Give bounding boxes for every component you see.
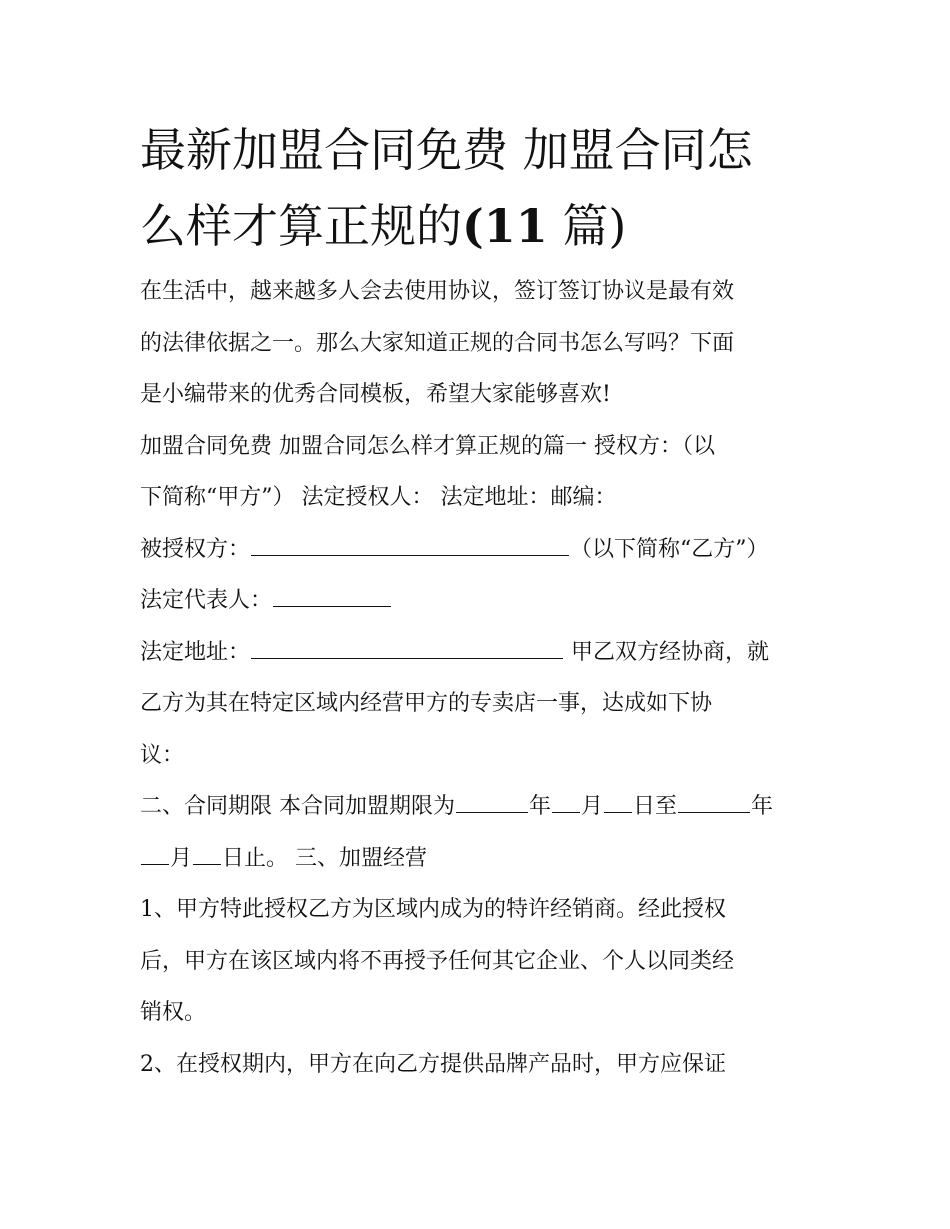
title-line-2-prefix: 么样才算正规的 [140,199,462,253]
term-day-to: 日至 [633,794,678,819]
term-year-blank-2 [678,790,750,813]
address-line [140,627,820,679]
agreement-line-3: 议： [140,742,185,768]
term-year-blank-1 [456,790,528,813]
term-line-1 [140,781,820,833]
term-day-blank-2 [193,842,221,865]
term-year-2: 年 [751,794,774,819]
document-title [140,112,820,264]
title-line-2 [140,188,820,264]
contract-heading-line-2: 下简称“甲方”） 法定授权人： 法定地址：邮编： [140,485,617,510]
grantee-suffix: （以下简称“乙方”） [570,536,769,562]
intro-line-1: 在生活中，越来越多人会去使用协议，签订签订协议是最有效 [140,279,735,304]
title-line-1: 最新加盟合同免费 加盟合同怎 [140,123,753,177]
term-year-1: 年 [529,794,552,819]
document-page [140,112,820,1090]
document-body [140,266,820,1090]
clause-1-line-2: 后，甲方在该区域内将不再授予任何其它企业、个人以同类经 [140,948,735,974]
address-label: 法定地址： [140,639,251,665]
clause-2-line-1: 2、在授权期内，甲方在向乙方提供品牌产品时，甲方应保证 [140,1051,726,1077]
address-suffix: 甲乙双方经协商，就 [564,639,770,665]
term-end: 日止。 三、加盟经营 [222,845,428,871]
clause-1-line-3: 销权。 [140,1000,207,1025]
intro-line-3: 是小编带来的优秀合同模板，希望大家能够喜欢! [140,382,611,407]
term-line-2 [140,833,820,885]
term-month-1: 月 [581,794,604,819]
representative-blank [273,584,391,607]
term-month-blank-1 [552,790,580,813]
grantee-blank [251,533,569,556]
term-month-blank-2 [141,842,169,865]
title-line-2-suffix: 篇) [547,199,627,253]
agreement-line-2: 乙方为其在特定区域内经营甲方的专卖店一事，达成如下协 [140,691,713,716]
address-blank [251,636,563,659]
representative-line [140,575,820,627]
term-day-blank-1 [604,790,632,813]
clause-1-line-1: 1、甲方特此授权乙方为区域内成为的特许经销商。经此授权 [140,897,726,922]
contract-heading-line-1: 加盟合同免费 加盟合同怎么样才算正规的篇一 授权方：（以 [140,433,715,459]
grantee-label: 被授权方： [140,536,251,562]
grantee-line [140,524,820,576]
representative-label: 法定代表人： [140,588,273,613]
title-count: (11 [462,199,548,253]
term-month-2: 月 [170,845,193,871]
term-prefix: 二、合同期限 本合同加盟期限为 [140,794,455,819]
intro-line-2: 的法律依据之一。那么大家知道正规的合同书怎么写吗？下面 [140,330,735,356]
